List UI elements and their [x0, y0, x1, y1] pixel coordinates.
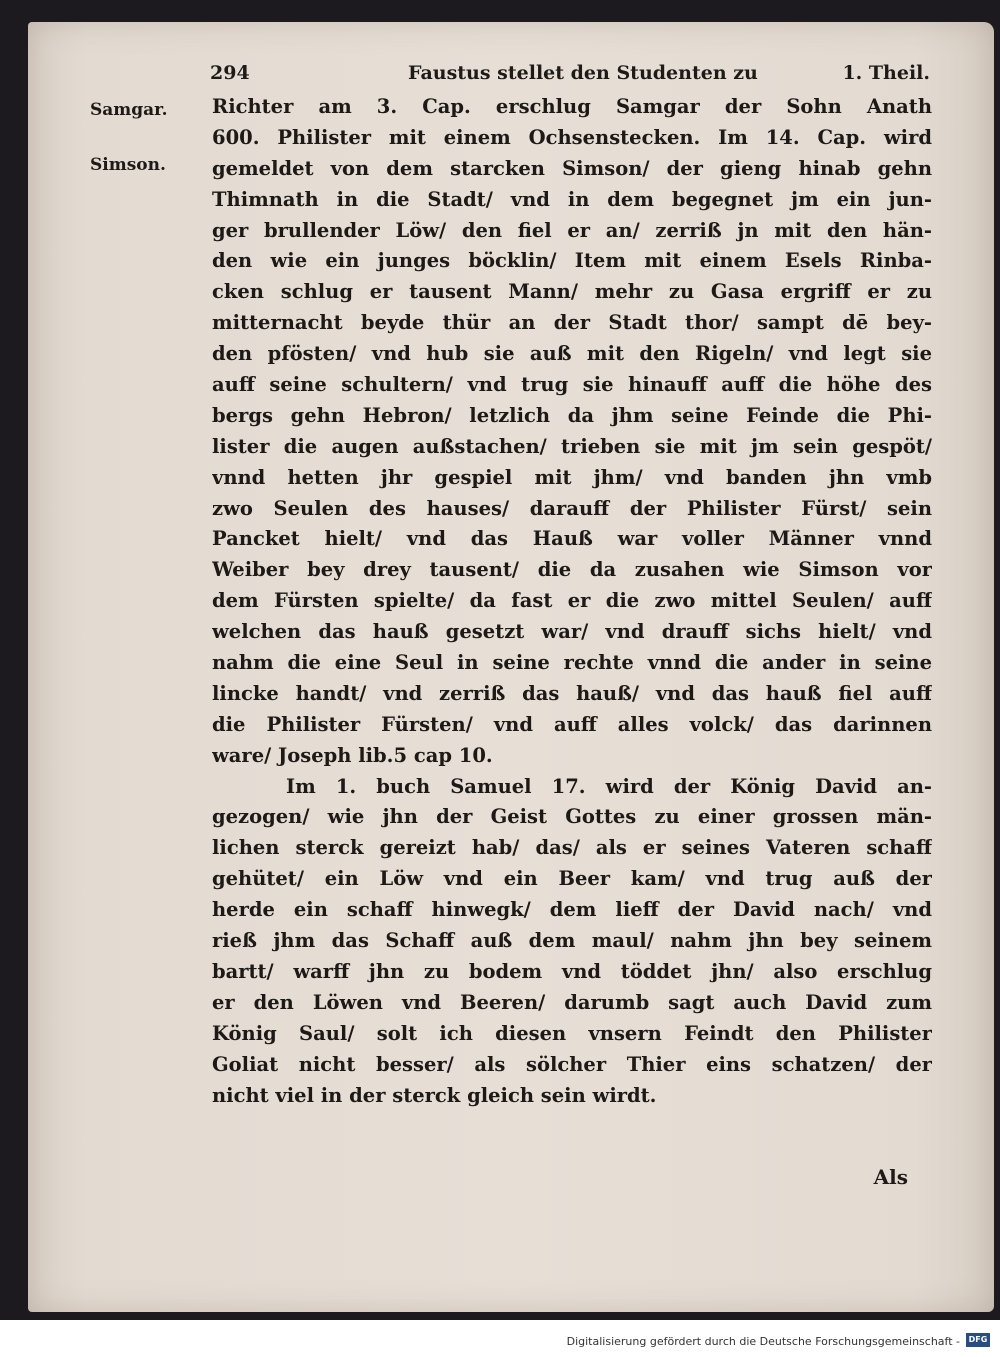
dfg-logo-icon: DFG: [966, 1333, 990, 1347]
margin-note-simson: Simson.: [90, 155, 166, 175]
text-line: gehütet/ ein Löw vnd ein Beer kam/ vnd trug auß der: [212, 867, 932, 891]
text-line: die Philister Fürsten/ vnd auff alles volck/ das darinnen: [212, 712, 932, 736]
text-line: Goliat nicht besser/ als sölcher Thier eins schatzen/ der: [212, 1052, 932, 1076]
text-line: 600. Philister mit einem Ochsenstecken. Im 14. Cap. wird: [212, 125, 932, 149]
text-line: dem Fürsten spielte/ da fast er die zwo mittel Seulen/ auff: [212, 589, 932, 613]
text-line: nahm die eine Seul in seine rechte vnnd die ander in seine: [212, 651, 932, 675]
footer-bar: [0, 1320, 1000, 1357]
page-header: [210, 62, 930, 88]
funding-credit: Digitalisierung gefördert durch die Deutsche Forschungsgemeinschaft -: [566, 1335, 960, 1348]
text-line: gemeldet von dem starcken Simson/ der gieng hinab gehn: [212, 156, 932, 180]
text-line: Thimnath in die Stadt/ vnd in dem begegnet jm ein jun-: [212, 187, 932, 211]
text-line: König Saul/ solt ich diesen vnsern Feindt den Philister: [212, 1021, 932, 1045]
text-line: ware/ Joseph lib.5 cap 10.: [212, 743, 493, 767]
text-line: auff seine schultern/ vnd trug sie hinauff auff die höhe des: [212, 373, 932, 397]
text-line: den pfösten/ vnd hub sie auß mit den Rigeln/ vnd legt sie: [212, 342, 932, 366]
text-line: nicht viel in der sterck gleich sein wirdt.: [212, 1083, 657, 1107]
text-line: vnnd hetten jhr gespiel mit jhm/ vnd banden jhn vmb: [212, 465, 932, 489]
text-line: lincke handt/ vnd zerriß das hauß/ vnd das hauß fiel auff: [212, 681, 932, 705]
text-line: Im 1. buch Samuel 17. wird der König David an-: [286, 774, 932, 798]
page-number: 294: [210, 62, 250, 84]
text-line: zwo Seulen des hauses/ darauff der Philister Fürst/ sein: [212, 496, 932, 520]
text-line: herde ein schaff hinwegk/ dem lieff der David nach/ vnd: [212, 898, 932, 922]
text-line: lister die augen außstachen/ trieben sie mit jm sein gespöt/: [212, 434, 932, 458]
body-text: [212, 92, 932, 1111]
text-line: rieß jhm das Schaff auß dem maul/ nahm jhn bey seinem: [212, 929, 932, 953]
catchword: Als: [873, 1165, 908, 1189]
text-line: ger brullender Löw/ den fiel er an/ zerriß jn mit den hän-: [212, 218, 932, 242]
text-line: bartt/ warff jhn zu bodem vnd töddet jhn/ also erschlug: [212, 959, 932, 983]
text-line: cken schlug er tausent Mann/ mehr zu Gasa ergriff er zu: [212, 280, 932, 304]
margin-note-samgar: Samgar.: [90, 100, 168, 120]
text-line: gezogen/ wie jhn der Geist Gottes zu einer grossen män-: [212, 805, 932, 829]
text-line: lichen sterck gereizt hab/ das/ als er seines Vateren schaff: [212, 836, 932, 860]
text-line: den wie ein junges böcklin/ Item mit einem Esels Rinba-: [212, 249, 932, 273]
part-label: 1. Theil.: [842, 62, 930, 84]
text-line: Weiber bey drey tausent/ die da zusahen wie Simson vor: [212, 558, 932, 582]
text-line: welchen das hauß gesetzt war/ vnd drauff sichs hielt/ vnd: [212, 620, 932, 644]
running-title: Faustus stellet den Studenten zu: [408, 62, 758, 84]
text-line: er den Löwen vnd Beeren/ darumb sagt auch David zum: [212, 990, 932, 1014]
text-line: Pancket hielt/ vnd das Hauß war voller Männer vnnd: [212, 527, 932, 551]
text-line: Richter am 3. Cap. erschlug Samgar der Sohn Anath: [212, 95, 932, 118]
text-line: bergs gehn Hebron/ letzlich da jhm seine Feinde die Phi-: [212, 403, 932, 427]
text-line: mitternacht beyde thür an der Stadt thor/ sampt dē bey-: [212, 311, 932, 335]
